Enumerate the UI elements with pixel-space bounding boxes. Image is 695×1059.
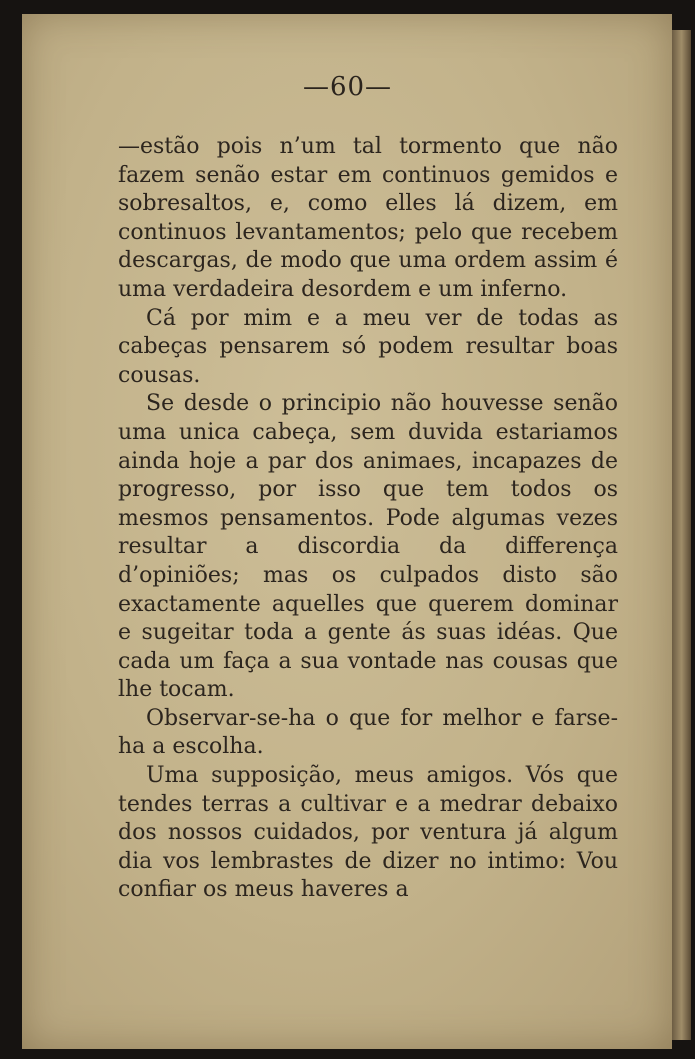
paragraph-3: Se desde o principio não houvesse senão uma unica cabeça, sem duvida estariamos ainda hoje a par dos animaes, incapazes de progresso, por isso que tem todos os mesmos pensamentos. Pode algumas vezes resultar a discordia da differença d’opiniões; mas os culpados disto são exactamente aquelles que querem dominar e sugeitar toda a gente ás suas idéas. Que cada um faça a sua vontade nas cousas que lhe tocam.	[118, 391, 618, 703]
page-body-text	[118, 133, 618, 905]
paragraph-2: Cá por mim e a meu ver de todas as cabeças pensarem só podem resultar boas cousas.	[118, 305, 618, 388]
paragraph-1: —estão pois n’um tal tormento que não fazem senão estar em continuos gemidos e sobresaltos, e, como elles lá dizem, em continuos levantamentos; pelo que recebem descargas, de modo que uma ordem assim é uma verdadeira desordem e um inferno.	[118, 134, 618, 302]
page-number: —60—	[302, 72, 393, 102]
binding-edge	[672, 30, 691, 1040]
paragraph-4: Observar-se-ha o que for melhor e farse-ha a escolha.	[118, 705, 618, 760]
paragraph-5: Uma supposição, meus amigos. Vós que tendes terras a cultivar e a medrar debaixo dos nossos cuidados, por ventura já algum dia vos lembrastes de dizer no intimo: Vou confiar os meus haveres a	[118, 763, 618, 903]
